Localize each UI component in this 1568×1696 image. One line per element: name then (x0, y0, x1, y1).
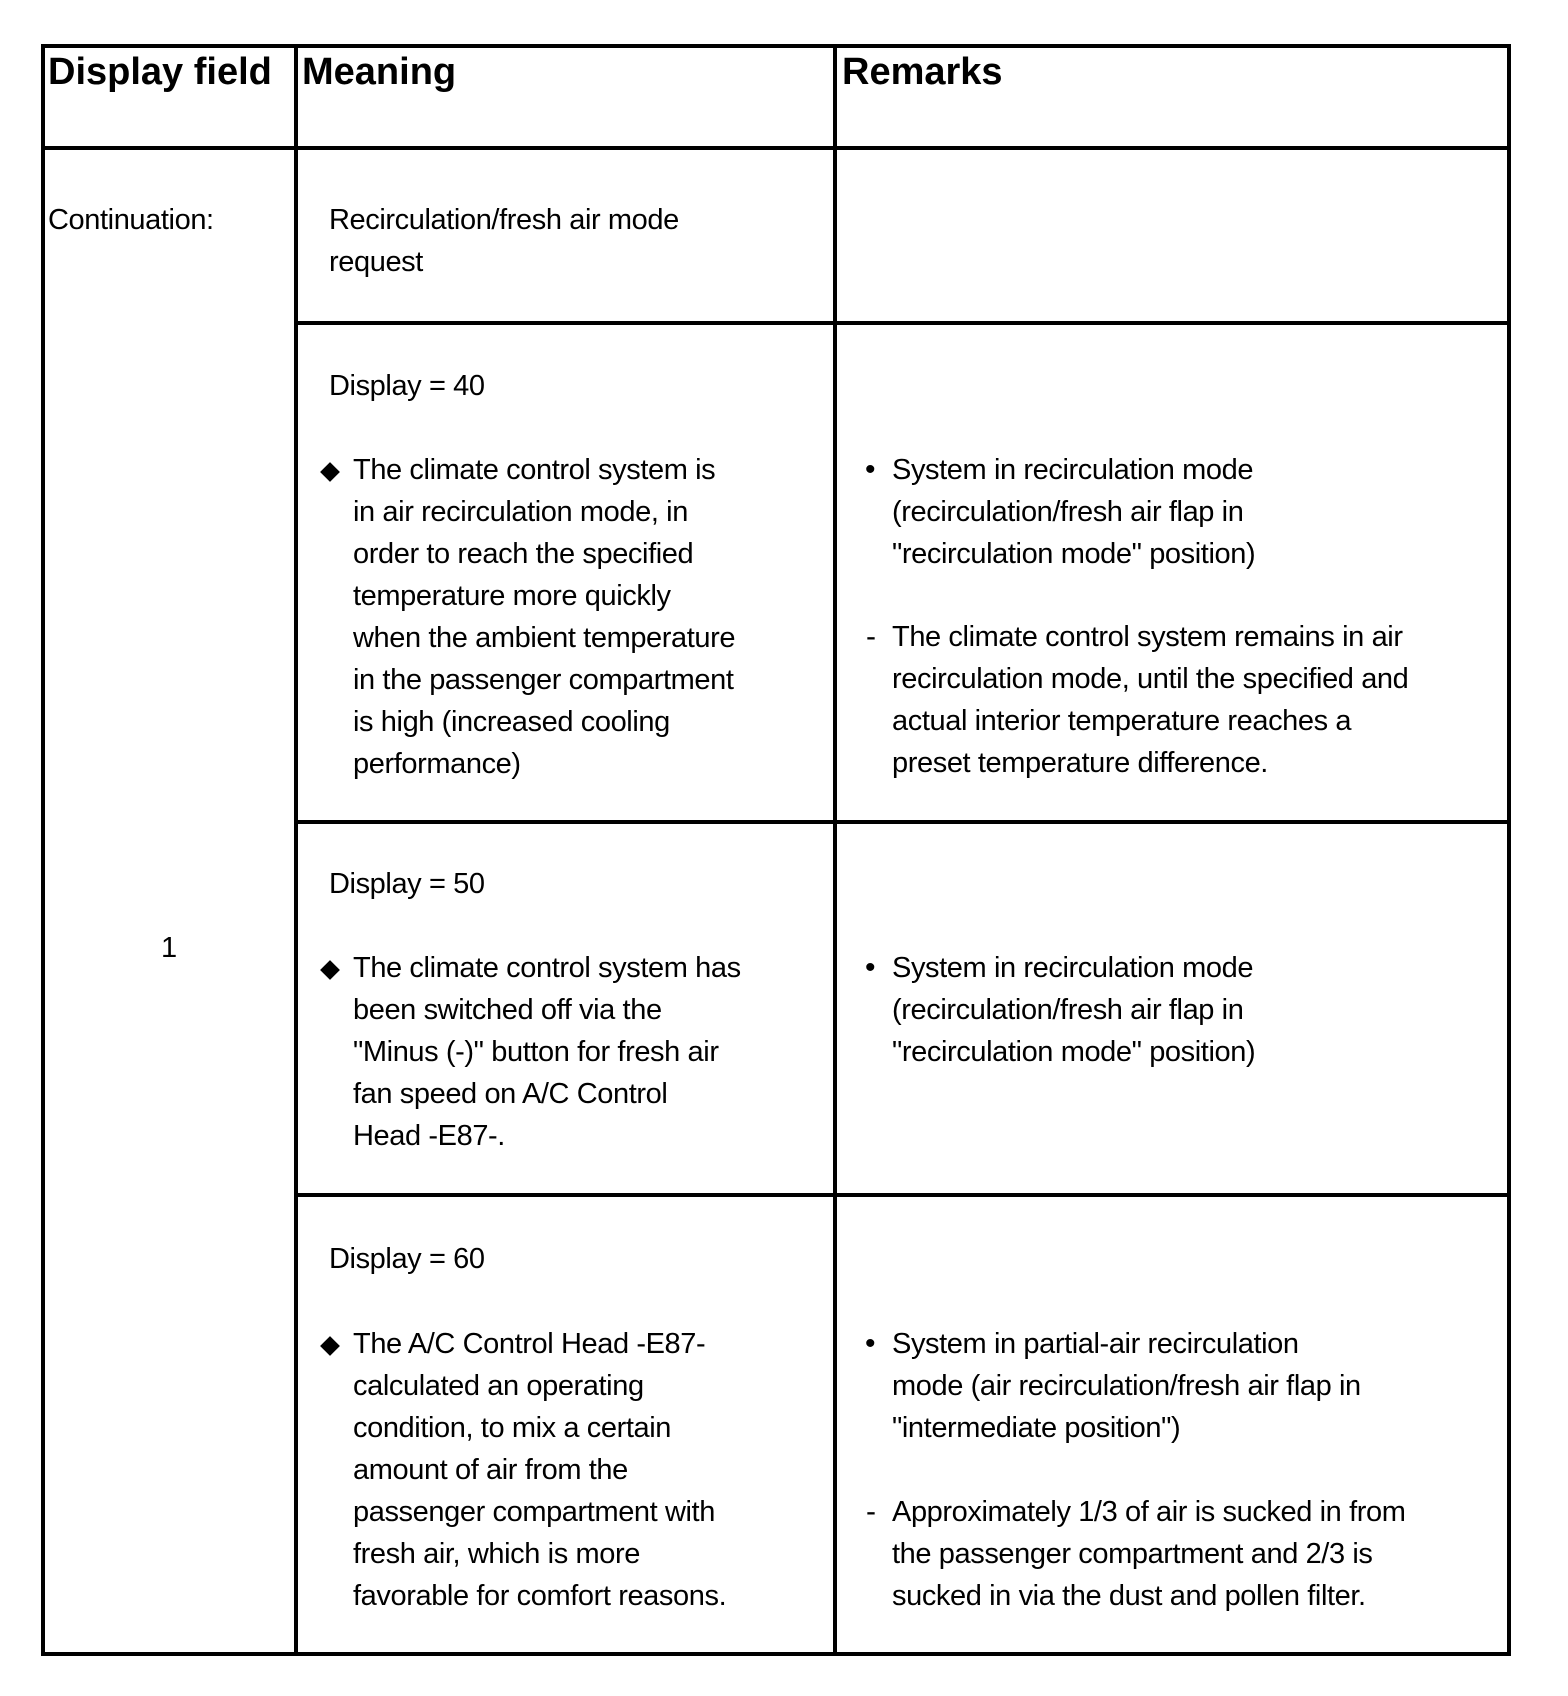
table-border-bottom (41, 1652, 1511, 1656)
column-divider-meaning (294, 44, 298, 1656)
meaning-line: The climate control system has (353, 952, 741, 984)
display-value-40: Display = 40 (329, 370, 485, 402)
header-divider (41, 146, 1511, 150)
remark-line: System in partial-air recirculation (892, 1328, 1299, 1360)
intro-line: request (329, 246, 423, 278)
header-display-field: Display field (48, 51, 272, 93)
table-border-right (1507, 44, 1511, 1656)
remark-line: System in recirculation mode (892, 454, 1254, 486)
meaning-line: Head -E87-. (353, 1120, 505, 1152)
meaning-line: fresh air, which is more (353, 1538, 640, 1570)
meaning-line: order to reach the specified (353, 538, 694, 570)
remark-bullet-60 (892, 1323, 1361, 1449)
meaning-text-50 (353, 947, 741, 1157)
header-meaning: Meaning (302, 51, 457, 93)
table-border-top (41, 44, 1511, 48)
meaning-line: temperature more quickly (353, 580, 671, 612)
remark-line: "intermediate position") (892, 1412, 1181, 1444)
diamond-bullet-icon (320, 462, 340, 482)
remark-line: "recirculation mode" position) (892, 538, 1256, 570)
row-divider-2 (294, 820, 1511, 824)
row-divider-3 (294, 1193, 1511, 1197)
remark-line: Approximately 1/3 of air is sucked in from (892, 1496, 1406, 1528)
diamond-bullet-icon (320, 960, 340, 980)
column-divider-remarks (833, 44, 837, 1656)
dash-bullet-icon: - (866, 620, 876, 653)
meaning-line: passenger compartment with (353, 1496, 715, 1528)
display-value-50: Display = 50 (329, 868, 485, 900)
remark-line: "recirculation mode" position) (892, 1036, 1256, 1068)
remark-bullet-40 (892, 449, 1255, 575)
meaning-line: fan speed on A/C Control (353, 1078, 668, 1110)
remark-line: System in recirculation mode (892, 952, 1254, 984)
display-value-60: Display = 60 (329, 1243, 485, 1275)
row-divider-1 (294, 321, 1511, 325)
intro-meaning (329, 199, 679, 283)
meaning-line: The climate control system is (353, 454, 716, 486)
meaning-line: in the passenger compartment (353, 664, 734, 696)
remark-line: preset temperature difference. (892, 747, 1268, 779)
meaning-line: "Minus (-)" button for fresh air (353, 1036, 719, 1068)
remark-line: actual interior temperature reaches a (892, 705, 1352, 737)
remark-line: sucked in via the dust and pollen filter. (892, 1580, 1366, 1612)
meaning-line: been switched off via the (353, 994, 662, 1026)
meaning-line: when the ambient temperature (353, 622, 736, 654)
table-border-left (41, 44, 45, 1656)
remark-bullet-50 (892, 947, 1255, 1073)
meaning-line: condition, to mix a certain (353, 1412, 672, 1444)
meaning-line: in air recirculation mode, in (353, 496, 688, 528)
meaning-line: favorable for comfort reasons. (353, 1580, 727, 1612)
dash-bullet-icon: - (866, 1495, 876, 1528)
meaning-line: The A/C Control Head -E87- (353, 1328, 706, 1360)
intro-line: Recirculation/fresh air mode (329, 204, 679, 236)
meaning-line: performance) (353, 748, 521, 780)
meaning-line: is high (increased cooling (353, 706, 670, 738)
remark-line: mode (air recirculation/fresh air flap in (892, 1370, 1361, 1402)
meaning-text-40 (353, 449, 735, 785)
remark-line: recirculation mode, until the specified and (892, 663, 1409, 695)
remark-dash-60 (892, 1491, 1405, 1617)
bullet-dot-icon: • (865, 1327, 876, 1360)
meaning-text-60 (353, 1323, 726, 1617)
diamond-bullet-icon (320, 1336, 340, 1356)
meaning-line: amount of air from the (353, 1454, 628, 1486)
bullet-dot-icon: • (865, 951, 876, 984)
remark-line: (recirculation/fresh air flap in (892, 496, 1244, 528)
bullet-dot-icon: • (865, 453, 876, 486)
remark-line: (recirculation/fresh air flap in (892, 994, 1244, 1026)
display-field-number: 1 (161, 932, 177, 964)
continuation-label: Continuation: (48, 204, 214, 236)
header-remarks: Remarks (842, 51, 1003, 93)
remark-dash-40 (892, 616, 1408, 784)
meaning-line: calculated an operating (353, 1370, 644, 1402)
remark-line: The climate control system remains in air (892, 621, 1403, 653)
remark-line: the passenger compartment and 2/3 is (892, 1538, 1373, 1570)
